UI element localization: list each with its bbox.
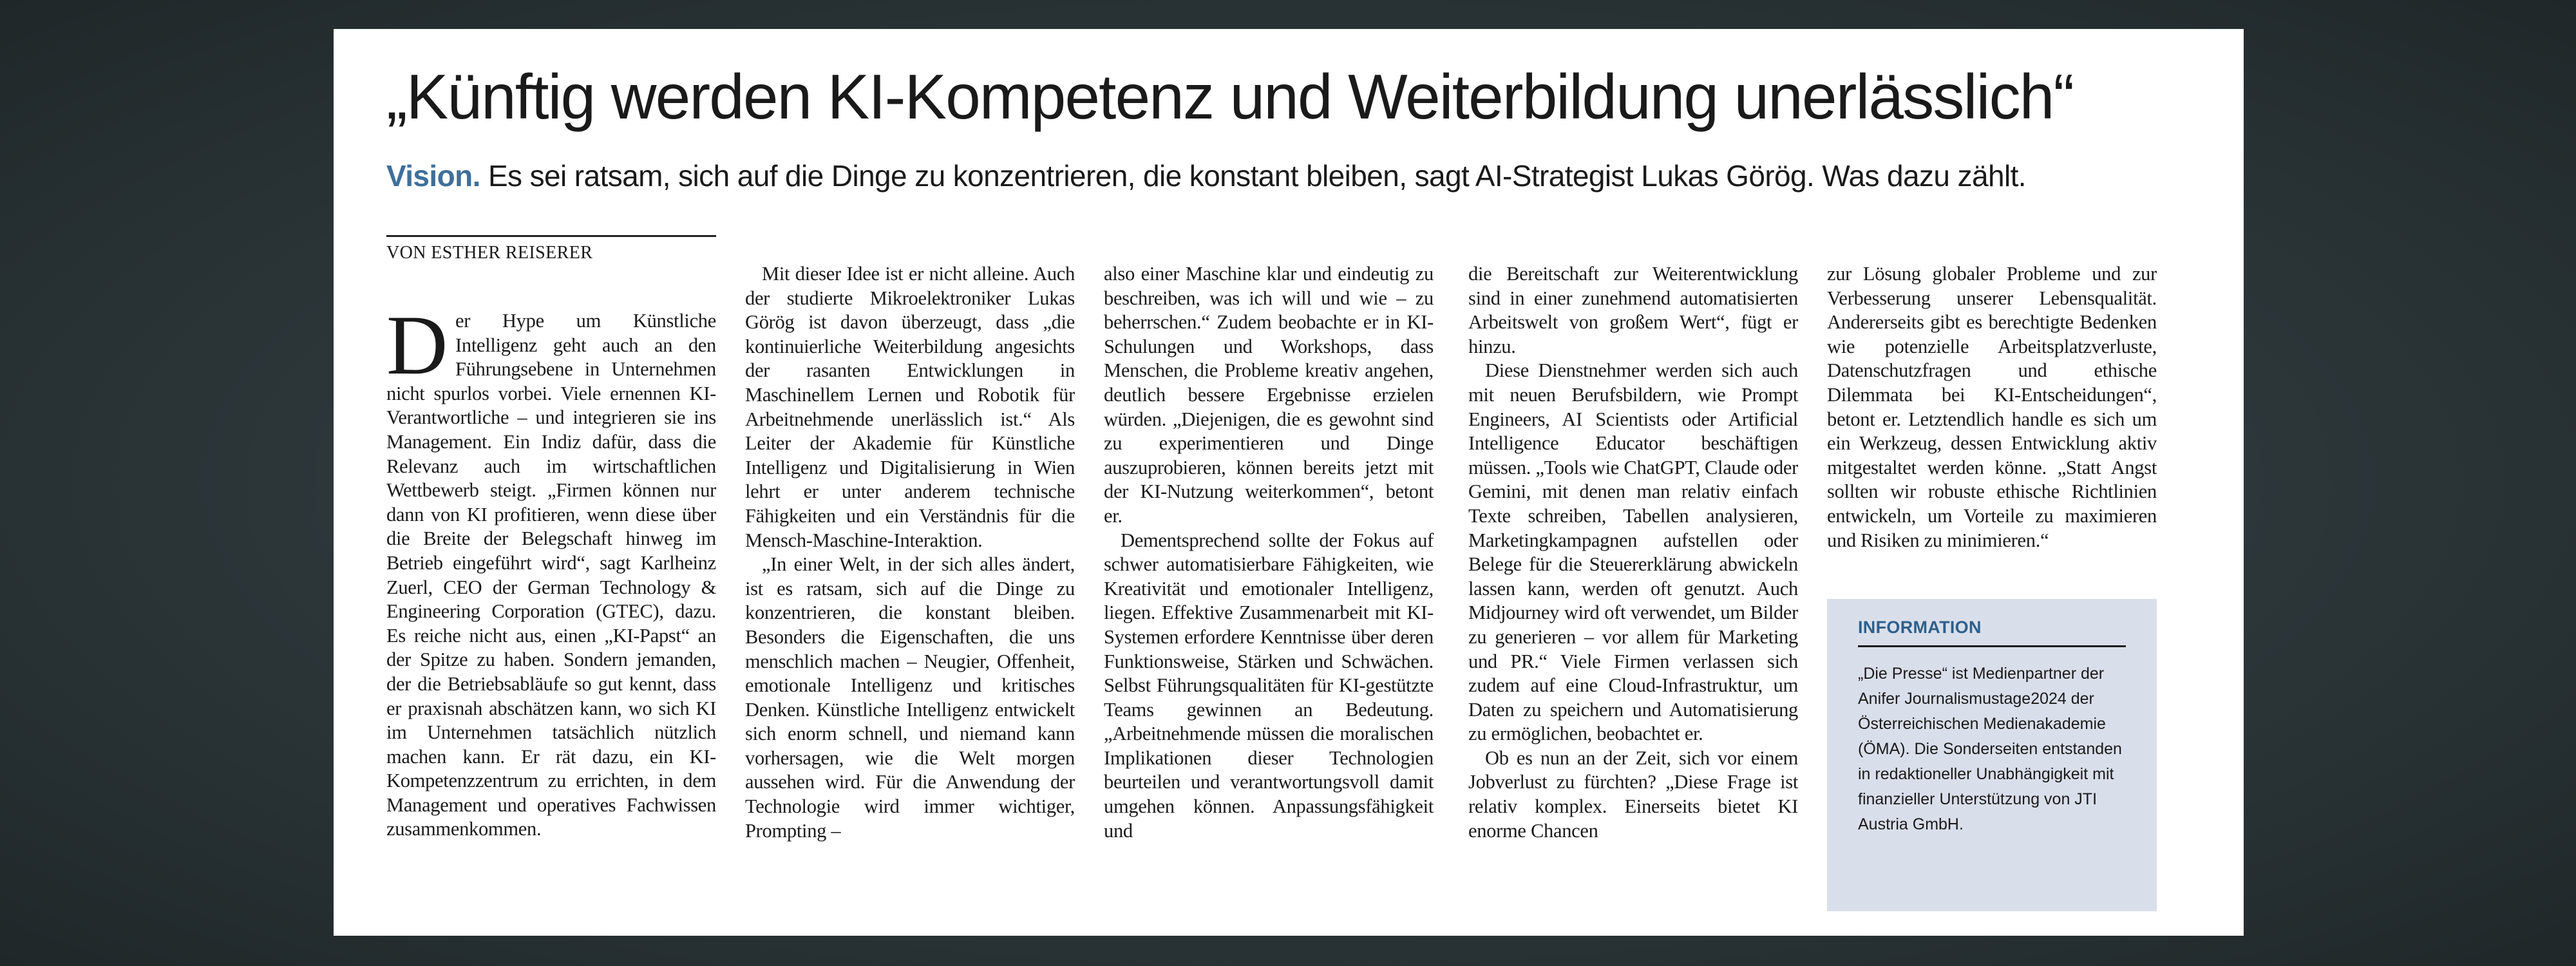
information-box-title: INFORMATION [1858,616,2126,647]
paragraph: „In einer Welt, in der sich alles ändert, ist es ratsam, sich auf die Dinge zu konzentrieren, die konstant bleiben. Besonders die Eigenschaften, die uns menschlich machen – Neugier, Offenheit, emotionale Intelligenz und kritisches Denken. Künstliche Intelligenz entwickelt sich enorm schnell, und niemand kann vorhersagen, wie die Welt morgen aussehen wird. Für die Anwendung der Technologie wird immer wichtiger, Prompting – [745,553,1075,842]
article-column-2 [745,262,1075,843]
drop-cap: D [386,298,448,392]
paragraph: Dementsprechend sollte der Fokus auf schwer automatisierbare Fähigkeiten, wie Kreativität und emotionaler Intelligenz, liegen. Effektive Zusammenarbeit mit KI-Systemen erfordere Kenntnisse über deren Funktionsweise, Stärken und Schwächen. Selbst Führungsqualitäten für KI-gestützte Teams gewinnen an Bedeutung. „Arbeitnehmende müssen die moralischen Implikationen dieser Technologien beurteilen und verantwortungsvoll damit umgehen können. Anpassungsfähigkeit und [1104,529,1434,842]
paragraph: also einer Maschine klar und eindeutig zu beschreiben, was ich will und wie – zu beherrschen.“ Zudem beobachte er in KI-Schulungen und Workshops, dass Menschen, die Probleme kreativ angehen, deutlich bessere Ergebnisse erzielen würden. „Diejenigen, die es gewohnt sind zu experimentieren und Dinge auszuprobieren, können bereits jetzt mit der KI-Nutzung weiterkommen“, betont er. [1104,263,1434,527]
article-teaser: Es sei ratsam, sich auf die Dinge zu konzentrieren, die konstant bleiben, sagt AI-Strategist Lukas Görög. Was dazu zählt. [480,159,2026,193]
information-box [1827,599,2157,911]
paragraph: die Bereitschaft zur Weiterentwicklung sind in einer zunehmend automatisierten Arbeitswelt von großem Wert“, fügt er hinzu. [1468,263,1798,357]
article-headline: „Künftig werden KI-Kompetenz und Weiterbildung unerlässlich“ [386,61,2074,132]
article-column-1 [386,298,716,842]
article-column-5 [1827,262,2157,553]
article-byline: VON ESTHER REISERER [386,235,716,264]
article-column-3 [1104,262,1434,843]
newspaper-page [334,29,2244,936]
article-column-4 [1468,262,1798,843]
paragraph: zur Lösung globaler Probleme und zur Verbesserung unserer Lebensqualität. Andererseits gibt es berechtigte Bedenken wie potenzielle Arbeitsplatzverluste, Datenschutzfragen und ethische Dilemmata bei KI-Entscheidungen“, betont er. Letztendlich handle es sich um ein Werkzeug, dessen Entwicklung aktiv mitgestaltet werden könne. „Statt Angst sollten wir robuste ethische Richtlinien entwickeln, um Vorteile zu maximieren und Risiken zu minimieren.“ [1827,263,2157,551]
article-subheadline [386,155,2228,197]
paragraph: Diese Dienstnehmer werden sich auch mit neuen Berufsbildern, wie Prompt Engineers, AI Scientists oder Artificial Intelligence Educator beschäftigen müssen. „Tools wie ChatGPT, Claude oder Gemini, mit denen man relativ einfach Texte schreiben, Tabellen analysieren, Marketingkampagnen aufstellen oder Belege für die Steuererklärung abwickeln lassen kann, werden oft genutzt. Auch Midjourney wird oft verwendet, um Bilder zu generieren – vor allem für Marketing und PR.“ Viele Firmen verlassen sich zudem auf eine Cloud-Infrastruktur, um Daten zu speichern und Automatisierung zu ermöglichen, beobachtet er. [1468,359,1798,745]
paragraph: Mit dieser Idee ist er nicht alleine. Auch der studierte Mikroelektroniker Lukas Görög ist davon überzeugt, dass „die kontinuierliche Weiterbildung angesichts der rasanten Entwicklungen in Maschinellem Lernen und Robotik für Arbeitnehmende unerlässlich ist.“ Als Leiter der Akademie für Künstliche Intelligenz und Digitalisierung in Wien lehrt er unter anderem technische Fähigkeiten und ein Verständnis für die Mensch-Maschine-Interaktion. [745,263,1075,551]
paragraph: Ob es nun an der Zeit, sich vor einem Jobverlust zu fürchten? „Diese Frage ist relativ komplex. Einerseits bietet KI enorme Chancen [1468,746,1798,842]
paragraph [386,298,716,842]
article-kicker: Vision. [386,159,480,193]
information-box-text: „Die Presse“ ist Medienpartner der Anifer Journalismustage2024 der Österreichischen Medienakademie (ÖMA). Die Sonderseiten entstanden in redaktioneller Unabhängigkeit mit finanzieller Unterstützung von JTI Austria GmbH. [1858,665,2122,833]
paragraph-text: er Hype um Künstliche Intelligenz geht auch an den Führungsebene in Unternehmen nicht spurlos vorbei. Viele ernennen KI-Verantwortliche – und integrieren sie ins Management. Ein Indiz dafür, dass die Relevanz auch im wirtschaftlichen Wettbewerb steigt. „Firmen können nur dann von KI profitieren, wenn diese über die Breite der Belegschaft hinweg im Betrieb eingeführt wird“, sagt Karlheinz Zuerl, CEO der German Technology & Engineering Corporation (GTEC), dazu. Es reiche nicht aus, einen „KI-Papst“ an der Spitze zu haben. Sondern jemanden, der die Betriebsabläufe so gut kennt, dass er praxisnah abschätzen kann, wo sich KI im Unternehmen tatsächlich nützlich machen kann. Er rät dazu, ein KI-Kompetenzzentrum zu errichten, in dem Management und operatives Fachwissen zusammenkommen. [386,310,716,840]
